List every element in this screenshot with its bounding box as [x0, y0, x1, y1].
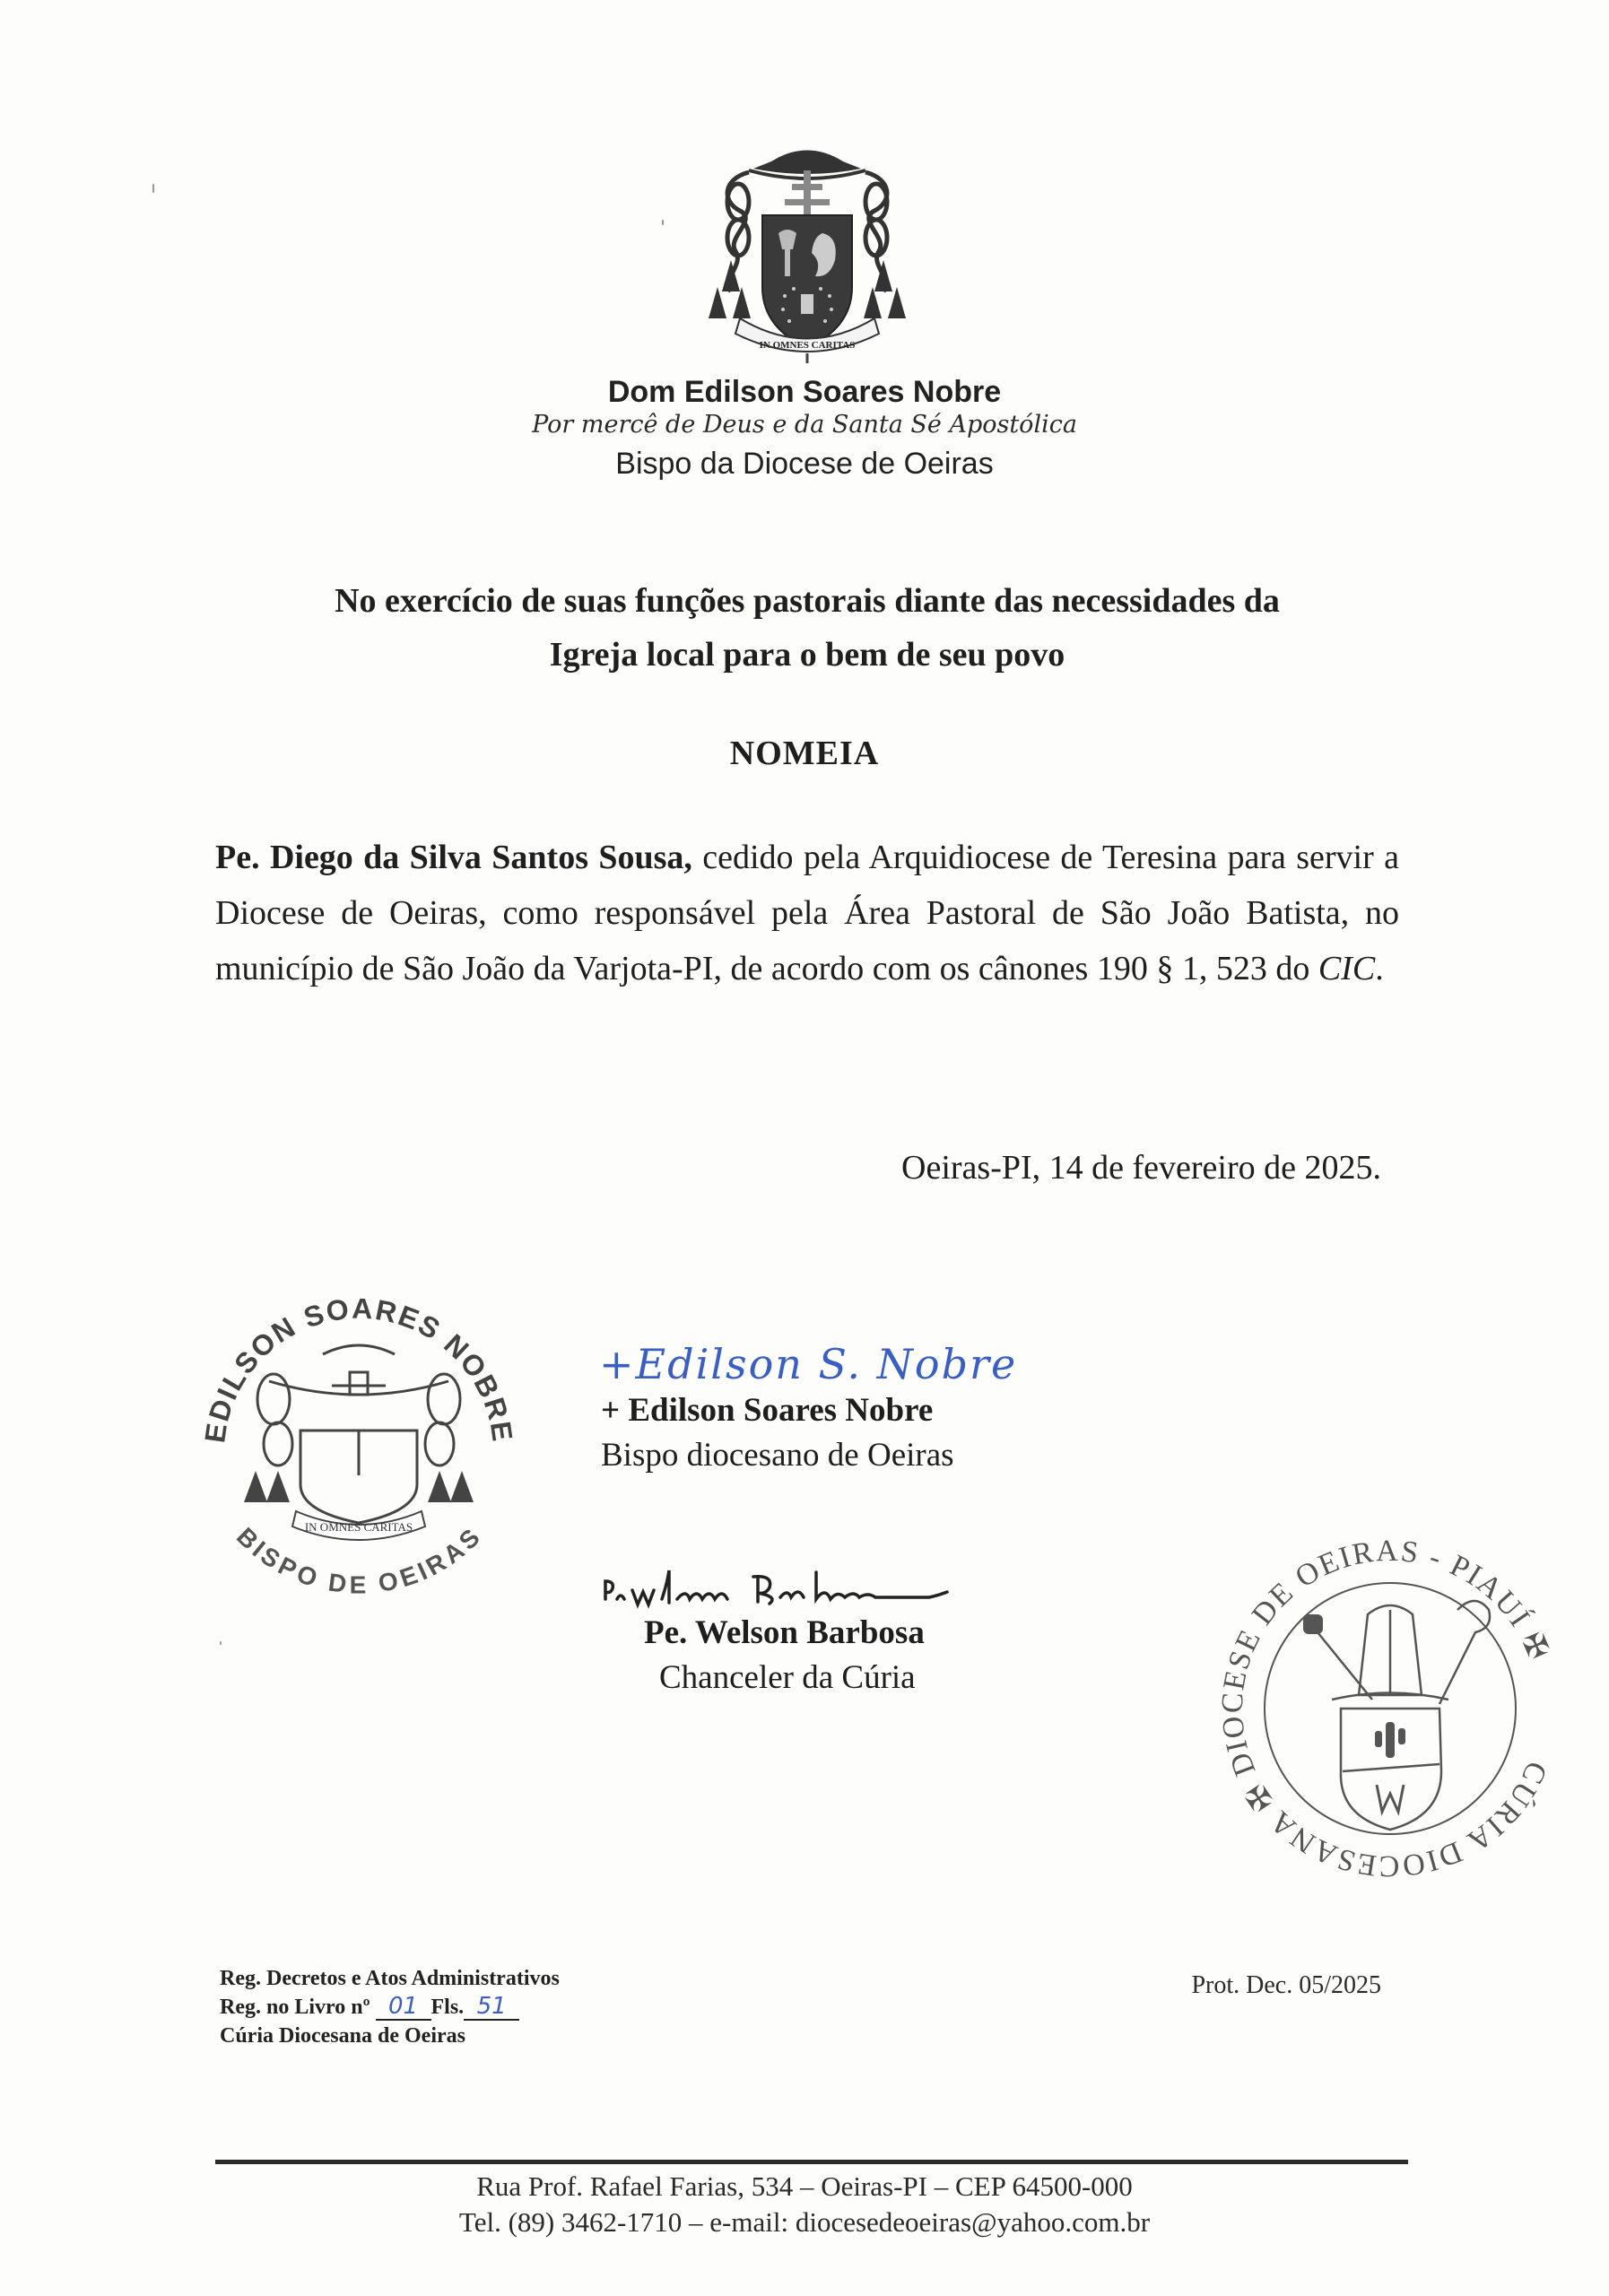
- bishop-grace-line: Por mercê de Deus e da Santa Sé Apostólica: [532, 411, 1077, 439]
- protocol-number: Prot. Dec. 05/2025: [1191, 1971, 1381, 1999]
- footer-divider: [215, 2160, 1408, 2164]
- chancellor-signature-role: Chanceler da Cúria: [659, 1659, 916, 1696]
- bishop-seal-stamp: [188, 1283, 529, 1623]
- page-label: Fls.: [431, 1996, 465, 2019]
- footer-address: Rua Prof. Rafael Farias, 534 – Oeiras-PI – CEP 64500-000: [476, 2170, 1133, 2202]
- curia-seal-text: CÚRIA DIOCESANA ✠ DIOCESE DE OEIRAS - PIAUÍ ✠: [1215, 1534, 1556, 1883]
- chancellor-handwritten-signature: [601, 1565, 996, 1610]
- bishop-seal-top-text: EDILSON SOARES NOBRE: [198, 1292, 519, 1445]
- bishop-seal-bottom-text: BISPO DE OEIRAS: [230, 1522, 487, 1599]
- preamble-line-1: No exercício de suas funções pastorais diante das necessidades da: [335, 582, 1280, 620]
- preamble: [215, 574, 1399, 682]
- coat-motto-text: IN OMNES CARITAS: [759, 340, 856, 351]
- footer-contact: Tel. (89) 3462-1710 – e-mail: diocesedeoeiras@yahoo.com.br: [458, 2206, 1151, 2238]
- coat-of-arms-emblem: [686, 135, 928, 363]
- registration-line-3: Cúria Diocesana de Oeiras: [220, 2024, 465, 2048]
- page-number-field: 51: [464, 1994, 519, 2021]
- bishop-signature-role: Bispo diocesano de Oeiras: [601, 1437, 954, 1474]
- book-label: Reg. no Livro nº: [220, 1996, 370, 2019]
- action-heading: NOMEIA: [729, 735, 880, 772]
- bishop-handwritten-signature: +Edilson S. Nobre: [599, 1340, 1018, 1388]
- registration-line-2: [220, 1993, 560, 2022]
- book-number-field: 01: [376, 1994, 431, 2021]
- date-line: Oeiras-PI, 14 de fevereiro de 2025.: [901, 1149, 1381, 1187]
- bishop-name-heading: Dom Edilson Soares Nobre: [607, 375, 1002, 409]
- appointee-name: Pe. Diego da Silva Santos Sousa,: [215, 839, 692, 876]
- preamble-line-2: Igreja local para o bem de seu povo: [549, 636, 1065, 674]
- curia-seal-stamp: [1206, 1529, 1574, 1888]
- svg-text:EDILSON SOARES NOBRE: [198, 1292, 519, 1445]
- decree-body: [215, 830, 1399, 996]
- registration-block: [220, 1964, 560, 2050]
- decree-end: .: [1375, 950, 1384, 987]
- scan-speck: [152, 184, 154, 193]
- registration-line-1: Reg. Decretos e Atos Administrativos: [220, 1967, 560, 1990]
- bishop-signature-name: + Edilson Soares Nobre: [601, 1392, 934, 1429]
- bishop-title-line: Bispo da Diocese de Oeiras: [615, 447, 994, 481]
- code-abbreviation: CIC: [1318, 950, 1376, 987]
- chancellor-signature-name: Pe. Welson Barbosa: [644, 1614, 925, 1651]
- scan-speck: [662, 220, 664, 225]
- bishop-seal-motto: IN OMNES CARITAS: [304, 1520, 413, 1534]
- decree-text: cedido pela Arquidiocese de Teresina para servir a Diocese de Oeiras, como responsável pela Área Pastoral de São João Batista, no município de São João da Varjota-PI, de acordo com os cânones 190 § 1, 523 do: [215, 839, 1399, 987]
- scan-speck: [220, 1641, 222, 1645]
